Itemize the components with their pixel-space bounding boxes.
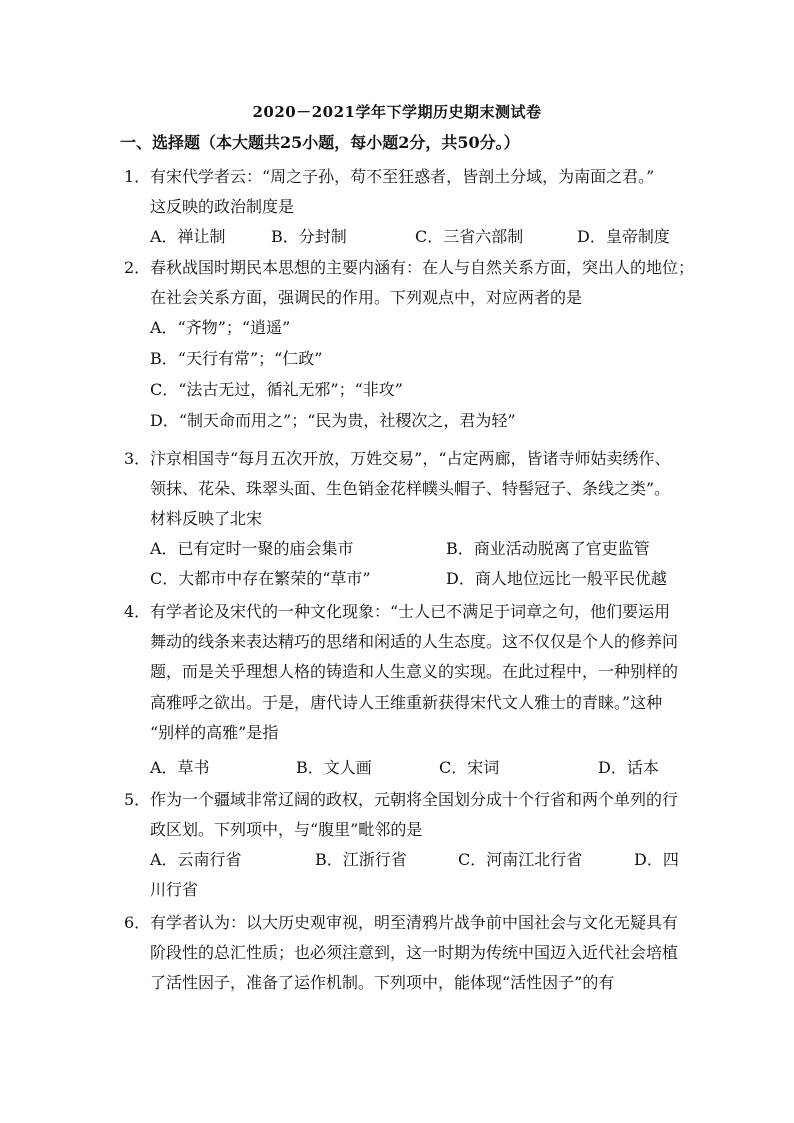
- question-5-text-line-2: 政区划。下列项中，与“腹里”毗邻的是: [150, 820, 423, 839]
- question-5-number: 5．: [124, 790, 151, 809]
- question-3-option-c[interactable]: C．大都市中存在繁荣的“草市”: [150, 569, 371, 588]
- question-3-number: 3．: [124, 449, 151, 468]
- question-5-option-b[interactable]: B．江浙行省: [315, 850, 407, 869]
- question-6-text-line-1: 有学者认为：以大历史观审视，明至清鸦片战争前中国社会与文化无疑具有: [150, 913, 679, 932]
- question-5-text-line-1: 作为一个疆域非常辽阔的政权，元朝将全国划分成十个行省和两个单列的行: [150, 790, 679, 809]
- question-4-text-line-3: 题，而是关乎理想人格的铸造和人生意义的实现。在此过程中，一种别样的: [150, 662, 679, 681]
- question-3-text-line-3: 材料反映了北宋: [150, 509, 263, 528]
- question-3-text-line-2: 领抹、花朵、珠翠头面、生色销金花样幞头帽子、特髻冠子、条线之类”。: [150, 479, 671, 498]
- question-2-text-line-2: 在社会关系方面，强调民的作用。下列观点中，对应两者的是: [150, 288, 583, 307]
- question-2-option-b[interactable]: B．“天行有常”；“仁政”: [150, 349, 323, 368]
- question-5-option-c[interactable]: C．河南江北行省: [458, 850, 583, 869]
- question-1-option-b[interactable]: B．分封制: [271, 227, 347, 246]
- question-4-option-d[interactable]: D．话本: [598, 758, 659, 777]
- question-1-text-line-2: 这反映的政治制度是: [150, 197, 295, 216]
- question-4-option-b[interactable]: B．文人画: [296, 758, 372, 777]
- question-2-option-a[interactable]: A．“齐物”；“逍遥”: [150, 318, 291, 337]
- exam-title: 2020－2021学年下学期历史期末测试卷: [252, 103, 542, 121]
- question-1-option-a[interactable]: A．禅让制: [150, 227, 226, 246]
- question-2-option-d[interactable]: D．“制天命而用之”；“民为贵，社稷次之，君为轻”: [150, 411, 516, 430]
- question-3-text-line-1: 汴京相国寺“每月五次开放，万姓交易”，“占定两廊，皆诸寺师姑卖绣作、: [150, 449, 671, 468]
- question-4-text-line-1: 有学者论及宋代的一种文化现象：“士人已不满足于词章之句，他们要运用: [150, 602, 671, 621]
- question-4-text-line-4: 高雅呼之欲出。于是，唐代诗人王维重新获得宋代文人雅士的青睐。”这种: [150, 693, 663, 712]
- section-heading: 一、选择题（本大题共25小题，每小题2分，共50分。）: [120, 133, 520, 152]
- question-5-option-a[interactable]: A．云南行省: [150, 850, 242, 869]
- question-1-number: 1．: [124, 167, 151, 186]
- question-2-text-line-1: 春秋战国时期民本思想的主要内涵有：在人与自然关系方面，突出人的地位；: [150, 258, 695, 277]
- question-2-number: 2．: [124, 258, 151, 277]
- question-5-option-d-wrap[interactable]: 川行省: [150, 880, 199, 899]
- question-1-option-d[interactable]: D．皇帝制度: [577, 227, 670, 246]
- question-4-option-a[interactable]: A．草书: [150, 758, 210, 777]
- question-6-number: 6．: [124, 913, 151, 932]
- question-6-text-line-2: 阶段性的总汇性质；也必须注意到，这一时期为传统中国迈入近代社会培植: [150, 943, 679, 962]
- question-3-option-a[interactable]: A．已有定时一聚的庙会集市: [150, 539, 354, 558]
- question-6-text-line-3: 了活性因子，准备了运作机制。下列项中，能体现“活性因子”的有: [150, 973, 615, 992]
- question-5-option-d[interactable]: D．四: [634, 850, 679, 869]
- question-4-text-line-5: “别样的高雅”是指: [150, 723, 279, 742]
- question-4-option-c[interactable]: C．宋词: [439, 758, 500, 777]
- question-2-option-c[interactable]: C．“法古无过，循礼无邪”；“非攻”: [150, 380, 403, 399]
- question-3-option-d[interactable]: D．商人地位远比一般平民优越: [446, 569, 667, 588]
- question-1-option-c[interactable]: C．三省六部制: [415, 227, 524, 246]
- question-3-option-b[interactable]: B．商业活动脱离了官吏监管: [446, 539, 650, 558]
- question-1-text-line-1: 有宋代学者云：“周之子孙，苟不至狂惑者，皆剖土分域，为南面之君。”: [150, 167, 655, 186]
- question-4-number: 4．: [124, 602, 151, 621]
- question-4-text-line-2: 舞动的线条来表达精巧的思绪和闲适的人生态度。这不仅仅是个人的修养问: [150, 632, 679, 651]
